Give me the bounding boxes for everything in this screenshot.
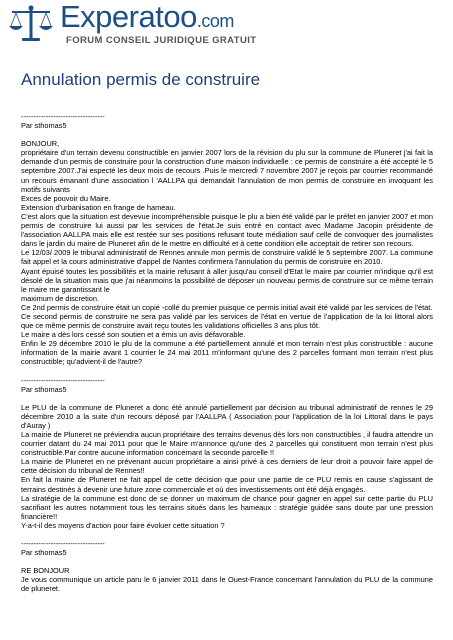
post-line: C'est alors que la situation est devevue incompréhensible puisque le plu a bien été validé par le préfet en janvier 2007 et mon permis de construire lui aussi par les services de l'état.Je suis entré en contact avec Madame Jacopin présidente de l'association AALLPA mais elle est restée sur ses positions refusant toute médiation sauf celle de convoquer des journalistes dans le jardin du maire de Pluneret afin de le mettre en difficulté et à cette condition elle acceptait de retirer son recours. [21, 211, 433, 249]
post-line: Je vous communique un article paru le 6 janvier 2011 dans le Ouest-France concernant l'annulation du PLU de la commune de pluneret. [21, 575, 433, 594]
brand-main: Experatoo [60, 0, 197, 34]
post-author: Par sthomas5 [21, 121, 67, 131]
post-author: Par sthomas5 [21, 384, 67, 394]
brand-logo-text[interactable] [60, 0, 234, 38]
site-header [0, 0, 453, 50]
post-line: Le 12/03/ 2009 le tribunal administratif de Rennes annule mon permis de construire validé le 5 septembre 2007. La commune fait appel et la cours administrative d'appel de Nantes confirmera l'annulation du permis de construire en 2010. [21, 248, 433, 267]
post-line: Enfin le 29 décembre 2010 le plu de la commune a été partiellement annulé et mon terrain n'est plus constructible : aucune information de la mairie avant 1 courrier le 24 mai 2011 m'informant qu'une des 2 parcelles formant mon terrain n'est plus constructible; qu'advient-il de l'autre? [21, 339, 433, 367]
post-line: BONJOUR, [21, 139, 60, 149]
post-line: Y-a-t-il des moyens d'action pour faire évoluer cette situation ? [21, 520, 225, 530]
post-author: Par sthomas5 [21, 548, 67, 558]
brand-suffix: .com [196, 11, 234, 31]
post [21, 112, 433, 367]
post-line: Exces de pouvoir du Maire. [21, 193, 111, 203]
post-line: maximum de discretion. [21, 293, 100, 303]
post-line: En fait la mairie de Pluneret ne fait appel de cette décision que pour une partie de ce PLU remis en cause s'agissant de terrains destinés à devenir une future zone commerciale et où des investissements ont été déjà engagés. [21, 475, 433, 494]
post-line: La mairie de Pluneret ne préviendra aucun propriétaire des terrains devenus dès lors non constructibles , il faudra attendre un courrier datant du 24 mai 2011 pour que le Maire m'annonce qu'une des 2 parcelles qui constituent mon terrain n'est plus constructible.Par contre aucune information concernant la seconde parcelle !! [21, 430, 433, 458]
post-line: propriétaire d'un terrain devenu constructible en janvier 2007 lors de la révision du plu sur la commune de Pluneret j'ai fait la demande d'un permis de construire pour la construction d'une maison individuelle : ce permis de construire a été accepté le 5 septembre 2007.J'ai especté les deux mois de recours .Puis le mercredi 7 novembre 2007 je reçois par courrier recommandé un recours émanant d'une association l 'AALLPA qui demandait l'annulation de mon permis de construire en invoquant les motifs suivants [21, 148, 433, 194]
post [21, 376, 433, 531]
thread-content [21, 112, 433, 594]
post-separator: ---------------------------------- [21, 375, 105, 385]
post [21, 539, 433, 593]
post-line: Le PLU de la commune de Pluneret a donc été annulé partiellement par décision au tribunal administratif de rennes le 29 décembre 2010 a la suite d'un recours déposé par l'AALLPA ( Association pour l'application de la loi Littoral dans le pays d'Auray ) [21, 402, 433, 430]
scales-of-justice-logo-icon[interactable] [8, 4, 54, 46]
post-line: La mairie de Pluneret en ne prévenant aucun propriétaire a ainsi privé à ces derniers de leur droit a pouvoir faire appel de cette décision du tribunal de Rennes!! [21, 457, 433, 476]
post-line: Ayant épuisé toutes les possibilités et la mairie refusant à aller jusqu'au conseil d'Etat le maire par courrier m'indique qu'il est désolé de la situation mais que j'ai néanmoins la possibilité de déposer un nouveau permis de construire sur ce même terrain le maire me garantissant le [21, 266, 433, 294]
post-line: Extension d'urbanisation en frange de hameau. [21, 202, 176, 212]
page-title: Annulation permis de construire [21, 70, 261, 89]
post-line: Ce second permis de construire ne sera pas validé par les services de l'état en vertue de l'application de la loi littoral alors que ce même permis de construire avait reçu toutes les validations officielles 3 ans plus tôt. [21, 311, 433, 331]
post-line: La stratégie de la commune est donc de se donner un maximum de chance pour gagner en appel sur cette partie du PLU sacrifiant les autres notamment tous les terrains situés dans les hameaux : stratégie guidée sans doute par une pression financière!! [21, 493, 433, 521]
post-separator: ---------------------------------- [21, 539, 105, 549]
post-line: Ce 2nd permis de construire était un copié -collé du premier puisque ce permis initial avait été validé par les services de l'état. [21, 302, 433, 312]
site-tagline: FORUM CONSEIL JURIDIQUE GRATUIT [66, 35, 257, 46]
post-separator: ---------------------------------- [21, 112, 105, 121]
post-line: Le maire a dès lors cessé son soutien et a émis un avis défavorable. [21, 330, 246, 340]
post-line: RE BONJOUR [21, 566, 70, 576]
